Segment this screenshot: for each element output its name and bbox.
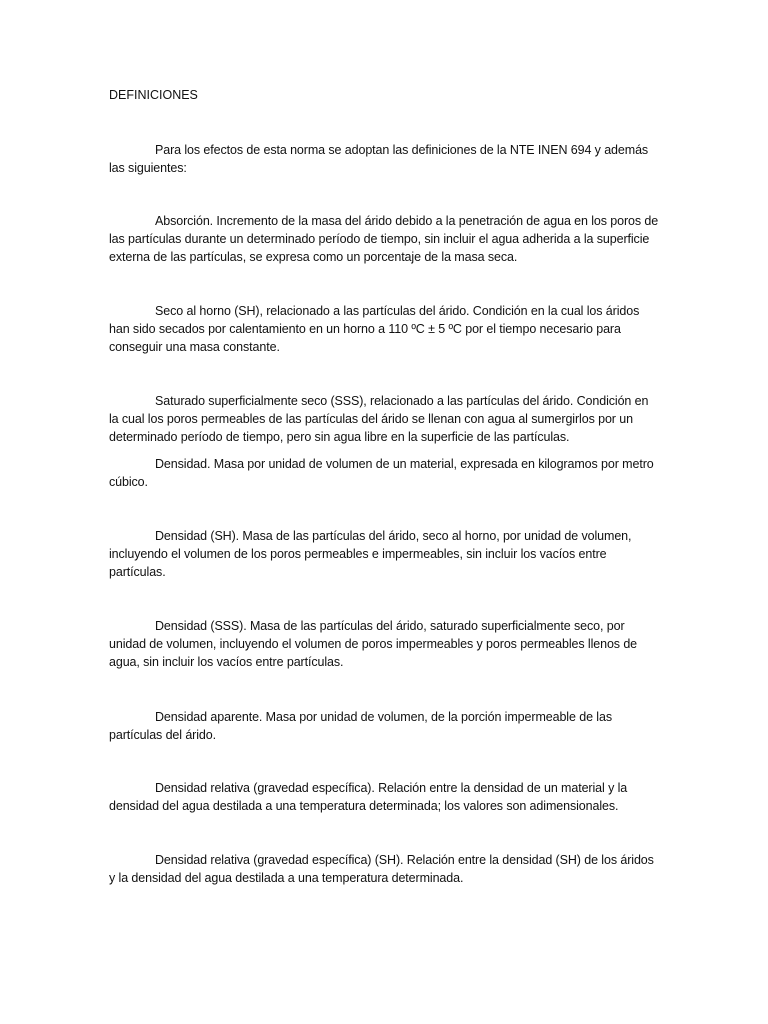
paragraph-densidad-sss: Densidad (SSS). Masa de las partículas del árido, saturado superficialmente seco, por unidad de volumen, incluyendo el volumen de poros impermeables y poros permeables llenos de agua, sin incluir los vacíos entre partículas.: [109, 619, 638, 669]
paragraph-absorcion: Absorción. Incremento de la masa del árido debido a la penetración de agua en los poros de las partículas durante un determinado período de tiempo, sin incluir el agua adherida a la superficie externa de las partículas, se expresa como un porcentaje de la masa seca.: [109, 214, 659, 264]
page-title: DEFINICIONES: [109, 88, 198, 102]
paragraph-densidad-relativa-sh: Densidad relativa (gravedad específica) (SH). Relación entre la densidad (SH) de los áridos y la densidad del agua destilada a una temperatura determinada.: [109, 853, 654, 885]
paragraph-densidad: Densidad. Masa por unidad de volumen de un material, expresada en kilogramos por metro cúbico.: [109, 457, 654, 489]
paragraph-intro: Para los efectos de esta norma se adoptan las definiciones de la NTE INEN 694 y además las siguientes:: [109, 143, 649, 175]
paragraph-saturado-superficialmente-seco: Saturado superficialmente seco (SSS), relacionado a las partículas del árido. Condición en la cual los poros permeables de las partículas del árido se llenan con agua al sumergirlos por un determinado período de tiempo, pero sin agua libre en la superficie de las partículas.: [109, 394, 649, 444]
paragraph-seco-al-horno: Seco al horno (SH), relacionado a las partículas del árido. Condición en la cual los áridos han sido secados por calentamiento en un horno a 110 ºC ± 5 ºC por el tiempo necesario para conseguir una masa constante.: [109, 304, 640, 354]
paragraph-densidad-relativa: Densidad relativa (gravedad específica). Relación entre la densidad de un material y la densidad del agua destilada a una temperatura determinada; los valores son adimensionales.: [109, 781, 628, 813]
paragraph-densidad-sh: Densidad (SH). Masa de las partículas del árido, seco al horno, por unidad de volumen, incluyendo el volumen de los poros permeables e impermeables, sin incluir los vacíos entre partículas.: [109, 529, 632, 579]
paragraph-densidad-aparente: Densidad aparente. Masa por unidad de volumen, de la porción impermeable de las partículas del árido.: [109, 710, 612, 742]
